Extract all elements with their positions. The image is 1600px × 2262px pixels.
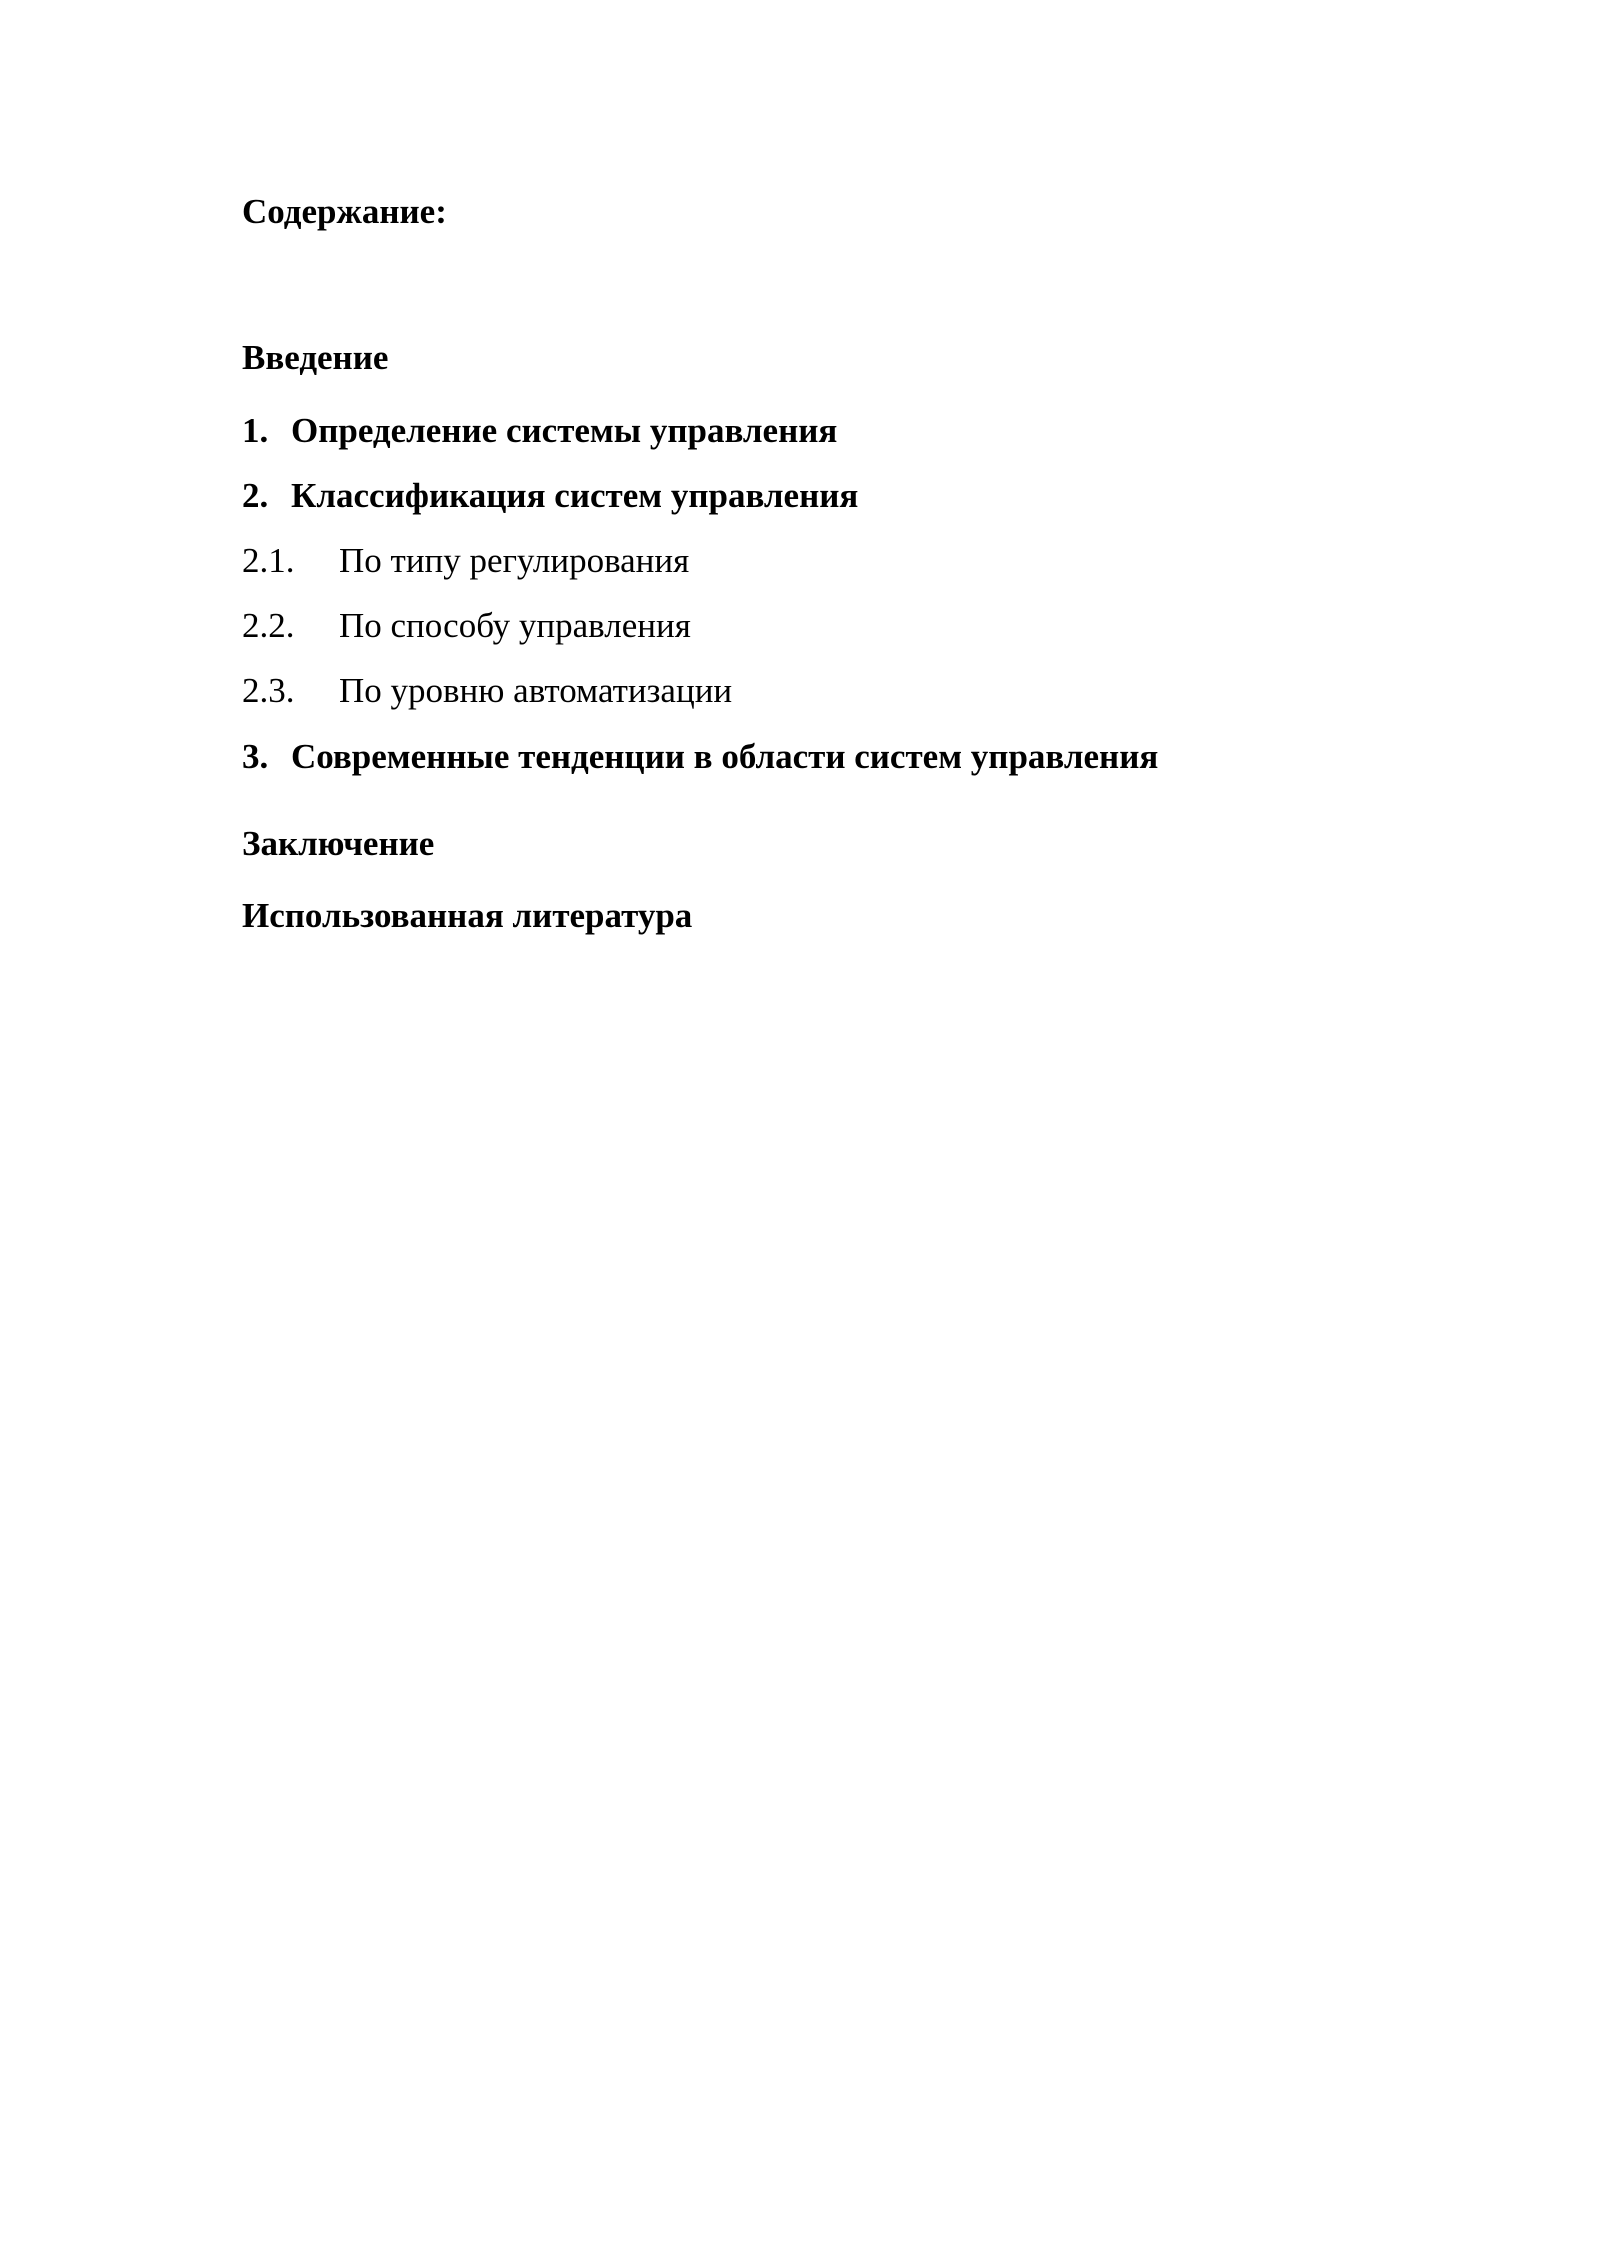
toc-entry-label: Введение	[242, 338, 389, 377]
toc-entry-number: 2.2.	[242, 606, 295, 645]
toc-entry-number: 2.1.	[242, 541, 295, 580]
toc-entry-number: 2.	[242, 476, 269, 515]
toc-entry-label: По уровню автоматизации	[339, 671, 733, 710]
toc-entry-2-3	[242, 673, 732, 708]
toc-entry-number: 1.	[242, 411, 269, 450]
toc-entry-label: Заключение	[242, 824, 435, 863]
toc-entry-number: 3.	[242, 737, 269, 776]
toc-entry-label: Использованная литература	[242, 896, 693, 935]
toc-entry-references	[242, 898, 692, 933]
toc-entry-conclusion	[242, 826, 434, 861]
toc-entry-2	[242, 478, 858, 513]
toc-entry-label: По способу управления	[339, 606, 691, 645]
toc-entry-3	[242, 739, 1158, 774]
toc-entry-2-2	[242, 608, 691, 643]
toc-entry-number: 2.3.	[242, 671, 295, 710]
toc-entry-2-1	[242, 543, 689, 578]
toc-entry-label: Определение системы управления	[291, 411, 838, 450]
toc-entry-introduction	[242, 340, 388, 375]
toc-entry-label: Классификация систем управления	[291, 476, 859, 515]
toc-title: Содержание:	[242, 192, 447, 231]
toc-entry-label: Современные тенденции в области систем управления	[291, 737, 1159, 776]
toc-entry-label: По типу регулирования	[339, 541, 690, 580]
toc-entry-1	[242, 413, 837, 448]
